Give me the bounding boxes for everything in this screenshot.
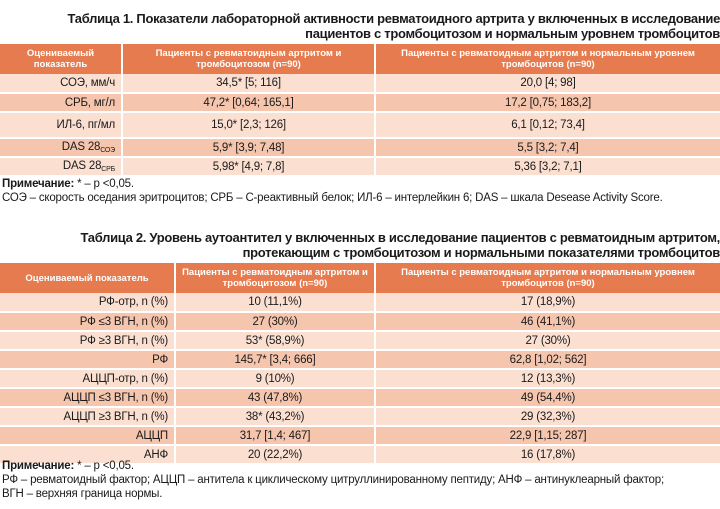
row-label: РФ ≥3 ВГН, n (%) <box>0 331 175 350</box>
row-label: АЦЦП ≤3 ВГН, n (%) <box>0 388 175 407</box>
note-label: Примечание: <box>2 460 75 472</box>
table-row <box>0 138 720 157</box>
cell-normal: 27 (30%) <box>375 331 720 350</box>
note-label: Примечание: <box>2 178 75 190</box>
table1-header-thrombocytosis: Пациенты с ревматоидным артритом и тромбоцитозом (n=90) <box>122 44 375 74</box>
cell-thrombocytosis: 34,5* [5; 116] <box>122 74 375 93</box>
table-row <box>0 331 720 350</box>
table1-title-line1: Таблица 1. Показатели лабораторной активности ревматоидного артрита у включенных в исследование <box>67 11 720 26</box>
table-row <box>0 312 720 331</box>
row-label <box>0 157 122 176</box>
row-label: АЦЦП-отр, n (%) <box>0 369 175 388</box>
row-label: РФ ≤3 ВГН, n (%) <box>0 312 175 331</box>
cell-thrombocytosis: 31,7 [1,4; 467] <box>175 426 375 445</box>
table2-abbreviations-line2: ВГН – верхняя граница нормы. <box>2 488 163 500</box>
cell-thrombocytosis: 38* (43,2%) <box>175 407 375 426</box>
table2-header-thrombocytosis: Пациенты с ревматоидным артритом и тромбоцитозом (n=90) <box>175 263 375 293</box>
cell-thrombocytosis: 145,7* [3,4; 666] <box>175 350 375 369</box>
note-text: * – р <0,05. <box>74 460 134 472</box>
cell-normal: 16 (17,8%) <box>375 445 720 464</box>
table2-notes <box>2 459 718 501</box>
cell-thrombocytosis: 5,98* [4,9; 7,8] <box>122 157 375 176</box>
table2-header-normal: Пациенты с ревматоидным артритом и нормальным уровнем тромбоцитов (n=90) <box>375 263 720 293</box>
table1-header-row <box>0 44 720 74</box>
table2-title-line1: Таблица 2. Уровень аутоантител у включенных в исследование пациентов с ревматоидным артритом, <box>80 230 720 245</box>
row-label-sub: СРБ <box>101 166 115 173</box>
cell-normal: 49 (54,4%) <box>375 388 720 407</box>
row-label <box>0 138 122 157</box>
row-label: ИЛ-6, пг/мл <box>0 112 122 138</box>
row-label: СОЭ, мм/ч <box>0 74 122 93</box>
table2 <box>0 263 720 465</box>
table2-abbreviations-line1: РФ – ревматоидный фактор; АЦЦП – антитела к циклическому цитруллинированному пептиду; АНФ – антинуклеарный фактор; <box>2 474 664 486</box>
cell-normal: 20,0 [4; 98] <box>375 74 720 93</box>
table2-title <box>0 230 720 260</box>
cell-normal: 62,8 [1,02; 562] <box>375 350 720 369</box>
table1-note <box>2 177 718 191</box>
cell-thrombocytosis: 53* (58,9%) <box>175 331 375 350</box>
row-label: СРБ, мг/л <box>0 93 122 112</box>
cell-normal: 6,1 [0,12; 73,4] <box>375 112 720 138</box>
table-row <box>0 388 720 407</box>
table2-header-row <box>0 263 720 293</box>
table1-title <box>0 11 720 41</box>
row-label-main: DAS 28 <box>62 160 102 172</box>
table1 <box>0 44 720 177</box>
table-row <box>0 93 720 112</box>
cell-thrombocytosis: 20 (22,2%) <box>175 445 375 464</box>
table2-header-param: Оцениваемый показатель <box>0 263 175 293</box>
row-label: АНФ <box>0 445 175 464</box>
cell-normal: 46 (41,1%) <box>375 312 720 331</box>
table1-header-normal: Пациенты с ревматоидным артритом и нормальным уровнем тромбоцитов (n=90) <box>375 44 720 74</box>
cell-normal: 12 (13,3%) <box>375 369 720 388</box>
cell-normal: 17 (18,9%) <box>375 293 720 312</box>
row-label: РФ-отр, n (%) <box>0 293 175 312</box>
table1-title-line2: пациентов с тромбоцитозом и нормальным уровнем тромбоцитов <box>305 26 720 41</box>
cell-normal: 5,5 [3,2; 7,4] <box>375 138 720 157</box>
table2-title-line2: протекающим с тромбоцитозом и нормальными показателями тромбоцитов <box>242 245 720 260</box>
cell-thrombocytosis: 43 (47,8%) <box>175 388 375 407</box>
table1-notes <box>2 177 718 205</box>
row-label: РФ <box>0 350 175 369</box>
cell-thrombocytosis: 9 (10%) <box>175 369 375 388</box>
table-row <box>0 407 720 426</box>
table-row <box>0 293 720 312</box>
row-label: АЦЦП ≥3 ВГН, n (%) <box>0 407 175 426</box>
cell-normal: 29 (32,3%) <box>375 407 720 426</box>
table-row <box>0 112 720 138</box>
table1-header-param: Оцениваемый показатель <box>0 44 122 74</box>
note-text: * – р <0,05. <box>74 178 134 190</box>
table-row <box>0 426 720 445</box>
table1-abbreviations: СОЭ – скорость оседания эритроцитов; СРБ – С-реактивный белок; ИЛ-6 – интерлейкин 6; DAS – шкала Desease Activity Score. <box>2 192 663 204</box>
row-label: АЦЦП <box>0 426 175 445</box>
table2-note <box>2 459 718 473</box>
row-label-main: DAS 28 <box>61 141 101 153</box>
cell-normal: 17,2 [0,75; 183,2] <box>375 93 720 112</box>
cell-normal: 5,36 [3,2; 7,1] <box>375 157 720 176</box>
table-row <box>0 350 720 369</box>
table-row <box>0 157 720 176</box>
cell-normal: 22,9 [1,15; 287] <box>375 426 720 445</box>
cell-thrombocytosis: 47,2* [0,64; 165,1] <box>122 93 375 112</box>
row-label-sub: СОЭ <box>100 147 115 154</box>
table-row <box>0 369 720 388</box>
cell-thrombocytosis: 5,9* [3,9; 7,48] <box>122 138 375 157</box>
table-row <box>0 74 720 93</box>
cell-thrombocytosis: 27 (30%) <box>175 312 375 331</box>
cell-thrombocytosis: 10 (11,1%) <box>175 293 375 312</box>
cell-thrombocytosis: 15,0* [2,3; 126] <box>122 112 375 138</box>
